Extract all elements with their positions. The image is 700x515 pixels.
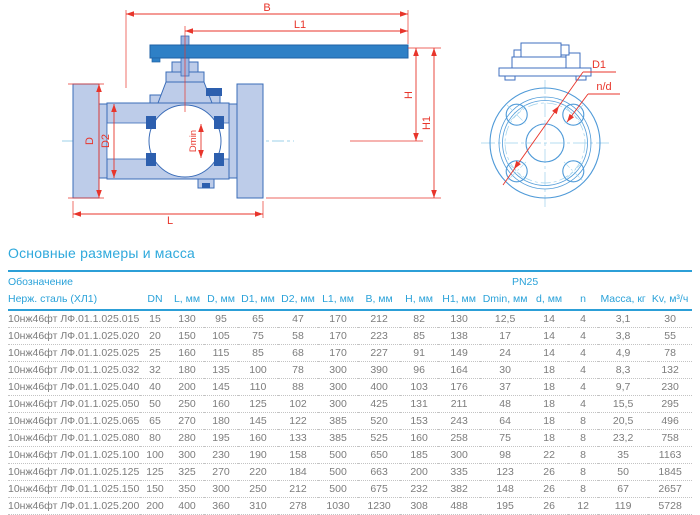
col-kv: Kv, м³/ч	[648, 290, 692, 310]
drain-bolt	[202, 183, 210, 188]
designation-cell: 10нж46фт ЛФ.01.1.025.015	[8, 310, 140, 328]
value-cell: 18	[530, 413, 568, 430]
value-cell: 14	[530, 328, 568, 345]
value-cell: 8	[568, 481, 598, 498]
value-cell: 300	[318, 396, 358, 413]
value-cell: 258	[438, 430, 480, 447]
value-cell: 160	[204, 396, 238, 413]
value-cell: 30	[648, 310, 692, 328]
col-h1: H1, мм	[438, 290, 480, 310]
value-cell: 8	[568, 447, 598, 464]
value-cell: 18	[530, 430, 568, 447]
value-cell: 85	[400, 328, 438, 345]
seat-ring	[214, 116, 224, 129]
seat-ring	[214, 153, 224, 166]
value-cell: 300	[318, 379, 358, 396]
value-cell: 35	[598, 447, 648, 464]
mount-foot	[505, 76, 515, 80]
value-cell: 488	[438, 498, 480, 515]
value-cell: 500	[318, 447, 358, 464]
value-cell: 243	[438, 413, 480, 430]
value-cell: 382	[438, 481, 480, 498]
group-header-row	[8, 271, 692, 290]
value-cell: 250	[170, 396, 204, 413]
value-cell: 300	[438, 447, 480, 464]
value-cell: 103	[400, 379, 438, 396]
value-cell: 48	[480, 396, 530, 413]
value-cell: 8,3	[598, 362, 648, 379]
value-cell: 1230	[358, 498, 400, 515]
value-cell: 37	[480, 379, 530, 396]
value-cell: 82	[400, 310, 438, 328]
value-cell: 26	[530, 498, 568, 515]
value-cell: 9,7	[598, 379, 648, 396]
designation-cell: 10нж46фт ЛФ.01.1.025.150	[8, 481, 140, 498]
table-header	[8, 271, 692, 310]
value-cell: 190	[238, 447, 278, 464]
col-b: B, мм	[358, 290, 400, 310]
value-cell: 15,5	[598, 396, 648, 413]
value-cell: 385	[318, 430, 358, 447]
value-cell: 85	[238, 345, 278, 362]
value-cell: 650	[358, 447, 400, 464]
value-cell: 164	[438, 362, 480, 379]
value-cell: 65	[140, 413, 170, 430]
designation-cell: 10нж46фт ЛФ.01.1.025.200	[8, 498, 140, 515]
value-cell: 160	[400, 430, 438, 447]
dimensions-table	[8, 270, 692, 515]
designation-cell: 10нж46фт ЛФ.01.1.025.080	[8, 430, 140, 447]
material-header: Нерж. сталь (ХЛ1)	[8, 290, 140, 310]
dim-label-l1: L1	[293, 19, 307, 31]
value-cell: 4	[568, 345, 598, 362]
value-cell: 78	[278, 362, 318, 379]
value-cell: 135	[204, 362, 238, 379]
value-cell: 390	[358, 362, 400, 379]
value-cell: 360	[204, 498, 238, 515]
col-n: n	[568, 290, 598, 310]
pn-group-header: PN25	[358, 271, 692, 290]
value-cell: 400	[170, 498, 204, 515]
dim-label-l: L	[166, 215, 174, 227]
value-cell: 132	[648, 362, 692, 379]
dim-label-nd: n/d	[596, 81, 612, 93]
value-cell: 212	[278, 481, 318, 498]
value-cell: 180	[170, 362, 204, 379]
value-cell: 123	[480, 464, 530, 481]
value-cell: 40	[140, 379, 170, 396]
handle-lever	[150, 45, 408, 58]
col-d2: D2, мм	[278, 290, 318, 310]
value-cell: 153	[400, 413, 438, 430]
value-cell: 425	[358, 396, 400, 413]
value-cell: 295	[648, 396, 692, 413]
value-cell: 520	[358, 413, 400, 430]
value-cell: 232	[400, 481, 438, 498]
value-cell: 105	[204, 328, 238, 345]
value-cell: 65	[238, 310, 278, 328]
value-cell: 280	[170, 430, 204, 447]
table-row	[8, 464, 692, 481]
value-cell: 78	[648, 345, 692, 362]
value-cell: 170	[318, 328, 358, 345]
value-cell: 91	[400, 345, 438, 362]
value-cell: 20,5	[598, 413, 648, 430]
value-cell: 96	[400, 362, 438, 379]
value-cell: 400	[358, 379, 400, 396]
value-cell: 32	[140, 362, 170, 379]
stem-head-top-view	[521, 43, 561, 57]
value-cell: 2657	[648, 481, 692, 498]
designation-cell: 10нж46фт ЛФ.01.1.025.050	[8, 396, 140, 413]
value-cell: 26	[530, 481, 568, 498]
col-l: L, мм	[170, 290, 204, 310]
table-section	[0, 245, 700, 515]
value-cell: 4,9	[598, 345, 648, 362]
value-cell: 119	[598, 498, 648, 515]
value-cell: 100	[140, 447, 170, 464]
valve-drawing-svg	[0, 0, 700, 240]
dim-label-d2: D2	[100, 133, 112, 149]
col-d: D, мм	[204, 290, 238, 310]
value-cell: 4	[568, 396, 598, 413]
value-cell: 3,1	[598, 310, 648, 328]
seat-ring	[146, 153, 156, 166]
value-cell: 200	[400, 464, 438, 481]
value-cell: 270	[204, 464, 238, 481]
value-cell: 14	[530, 310, 568, 328]
value-cell: 14	[530, 345, 568, 362]
designation-cell: 10нж46фт ЛФ.01.1.025.065	[8, 413, 140, 430]
value-cell: 160	[170, 345, 204, 362]
value-cell: 1163	[648, 447, 692, 464]
value-cell: 496	[648, 413, 692, 430]
value-cell: 300	[170, 447, 204, 464]
table-row	[8, 481, 692, 498]
dim-label-h1: H1	[421, 115, 433, 131]
handle-lock-tab	[152, 58, 160, 62]
value-cell: 131	[400, 396, 438, 413]
value-cell: 250	[238, 481, 278, 498]
value-cell: 149	[438, 345, 480, 362]
ball	[149, 105, 221, 177]
value-cell: 12,5	[480, 310, 530, 328]
col-mass: Масса, кг	[598, 290, 648, 310]
col-dmin: Dmin, мм	[480, 290, 530, 310]
designation-cell: 10нж46фт ЛФ.01.1.025.040	[8, 379, 140, 396]
value-cell: 170	[318, 310, 358, 328]
seat-ring	[146, 116, 156, 129]
value-cell: 525	[358, 430, 400, 447]
table-row	[8, 396, 692, 413]
value-cell: 195	[204, 430, 238, 447]
value-cell: 75	[480, 430, 530, 447]
value-cell: 145	[238, 413, 278, 430]
value-cell: 200	[170, 379, 204, 396]
value-cell: 75	[238, 328, 278, 345]
value-cell: 50	[598, 464, 648, 481]
value-cell: 230	[204, 447, 238, 464]
table-row	[8, 430, 692, 447]
value-cell: 150	[170, 328, 204, 345]
value-cell: 17	[480, 328, 530, 345]
value-cell: 758	[648, 430, 692, 447]
value-cell: 184	[278, 464, 318, 481]
value-cell: 500	[318, 481, 358, 498]
designation-cell: 10нж46фт ЛФ.01.1.025.025	[8, 345, 140, 362]
table-row	[8, 413, 692, 430]
value-cell: 270	[170, 413, 204, 430]
value-cell: 18	[530, 379, 568, 396]
value-cell: 67	[598, 481, 648, 498]
value-cell: 300	[318, 362, 358, 379]
dim-label-b: B	[263, 2, 271, 14]
value-cell: 64	[480, 413, 530, 430]
value-cell: 130	[438, 310, 480, 328]
col-d-bolt: d, мм	[530, 290, 568, 310]
value-cell: 220	[238, 464, 278, 481]
value-cell: 100	[238, 362, 278, 379]
table-row	[8, 362, 692, 379]
value-cell: 25	[140, 345, 170, 362]
value-cell: 8	[568, 413, 598, 430]
designation-cell: 10нж46фт ЛФ.01.1.025.100	[8, 447, 140, 464]
value-cell: 325	[170, 464, 204, 481]
value-cell: 300	[204, 481, 238, 498]
value-cell: 95	[204, 310, 238, 328]
stop-block	[206, 88, 222, 96]
value-cell: 98	[480, 447, 530, 464]
value-cell: 500	[318, 464, 358, 481]
value-cell: 278	[278, 498, 318, 515]
value-cell: 195	[480, 498, 530, 515]
value-cell: 160	[238, 430, 278, 447]
value-cell: 663	[358, 464, 400, 481]
table-row	[8, 447, 692, 464]
table-row	[8, 310, 692, 328]
value-cell: 385	[318, 413, 358, 430]
value-cell: 15	[140, 310, 170, 328]
right-raised-face	[229, 104, 237, 178]
value-cell: 185	[400, 447, 438, 464]
value-cell: 4	[568, 379, 598, 396]
value-cell: 12	[568, 498, 598, 515]
designation-cell: 10нж46фт ЛФ.01.1.025.020	[8, 328, 140, 345]
valve-technical-drawing	[0, 0, 700, 240]
value-cell: 145	[204, 379, 238, 396]
value-cell: 308	[400, 498, 438, 515]
value-cell: 122	[278, 413, 318, 430]
value-cell: 158	[278, 447, 318, 464]
designation-cell: 10нж46фт ЛФ.01.1.025.032	[8, 362, 140, 379]
value-cell: 170	[318, 345, 358, 362]
value-cell: 115	[204, 345, 238, 362]
value-cell: 4	[568, 328, 598, 345]
value-cell: 102	[278, 396, 318, 413]
value-cell: 22	[530, 447, 568, 464]
value-cell: 133	[278, 430, 318, 447]
value-cell: 110	[238, 379, 278, 396]
value-cell: 5728	[648, 498, 692, 515]
value-cell: 176	[438, 379, 480, 396]
value-cell: 1845	[648, 464, 692, 481]
value-cell: 58	[278, 328, 318, 345]
table-row	[8, 345, 692, 362]
dim-label-h: H	[403, 91, 415, 99]
value-cell: 310	[238, 498, 278, 515]
value-cell: 125	[140, 464, 170, 481]
value-cell: 130	[170, 310, 204, 328]
col-dn: DN	[140, 290, 170, 310]
table-row	[8, 328, 692, 345]
col-d1: D1, мм	[238, 290, 278, 310]
table-row	[8, 498, 692, 515]
value-cell: 211	[438, 396, 480, 413]
table-row	[8, 379, 692, 396]
value-cell: 335	[438, 464, 480, 481]
value-cell: 223	[358, 328, 400, 345]
value-cell: 148	[480, 481, 530, 498]
value-cell: 230	[648, 379, 692, 396]
designation-cell: 10нж46фт ЛФ.01.1.025.125	[8, 464, 140, 481]
value-cell: 150	[140, 481, 170, 498]
value-cell: 26	[530, 464, 568, 481]
value-cell: 47	[278, 310, 318, 328]
value-cell: 350	[170, 481, 204, 498]
value-cell: 80	[140, 430, 170, 447]
value-cell: 24	[480, 345, 530, 362]
dim-label-dmin: Dmin	[188, 129, 199, 153]
value-cell: 212	[358, 310, 400, 328]
value-cell: 4	[568, 310, 598, 328]
value-cell: 200	[140, 498, 170, 515]
value-cell: 50	[140, 396, 170, 413]
value-cell: 227	[358, 345, 400, 362]
value-cell: 138	[438, 328, 480, 345]
value-cell: 180	[204, 413, 238, 430]
value-cell: 8	[568, 430, 598, 447]
dim-label-d: D	[84, 137, 96, 145]
value-cell: 55	[648, 328, 692, 345]
column-header-row	[8, 290, 692, 310]
designation-group-header: Обозначение	[8, 271, 358, 290]
value-cell: 1030	[318, 498, 358, 515]
dim-label-d1: D1	[591, 59, 607, 71]
value-cell: 88	[278, 379, 318, 396]
table-body	[8, 310, 692, 515]
value-cell: 18	[530, 396, 568, 413]
value-cell: 675	[358, 481, 400, 498]
value-cell: 20	[140, 328, 170, 345]
section-title: Основные размеры и масса	[8, 245, 196, 261]
value-cell: 8	[568, 464, 598, 481]
value-cell: 3,8	[598, 328, 648, 345]
right-flange	[237, 84, 263, 198]
col-h: H, мм	[400, 290, 438, 310]
col-l1: L1, мм	[318, 290, 358, 310]
value-cell: 4	[568, 362, 598, 379]
value-cell: 23,2	[598, 430, 648, 447]
value-cell: 30	[480, 362, 530, 379]
value-cell: 68	[278, 345, 318, 362]
stem-nub	[561, 45, 569, 55]
mount-plate	[499, 68, 591, 76]
value-cell: 125	[238, 396, 278, 413]
value-cell: 18	[530, 362, 568, 379]
